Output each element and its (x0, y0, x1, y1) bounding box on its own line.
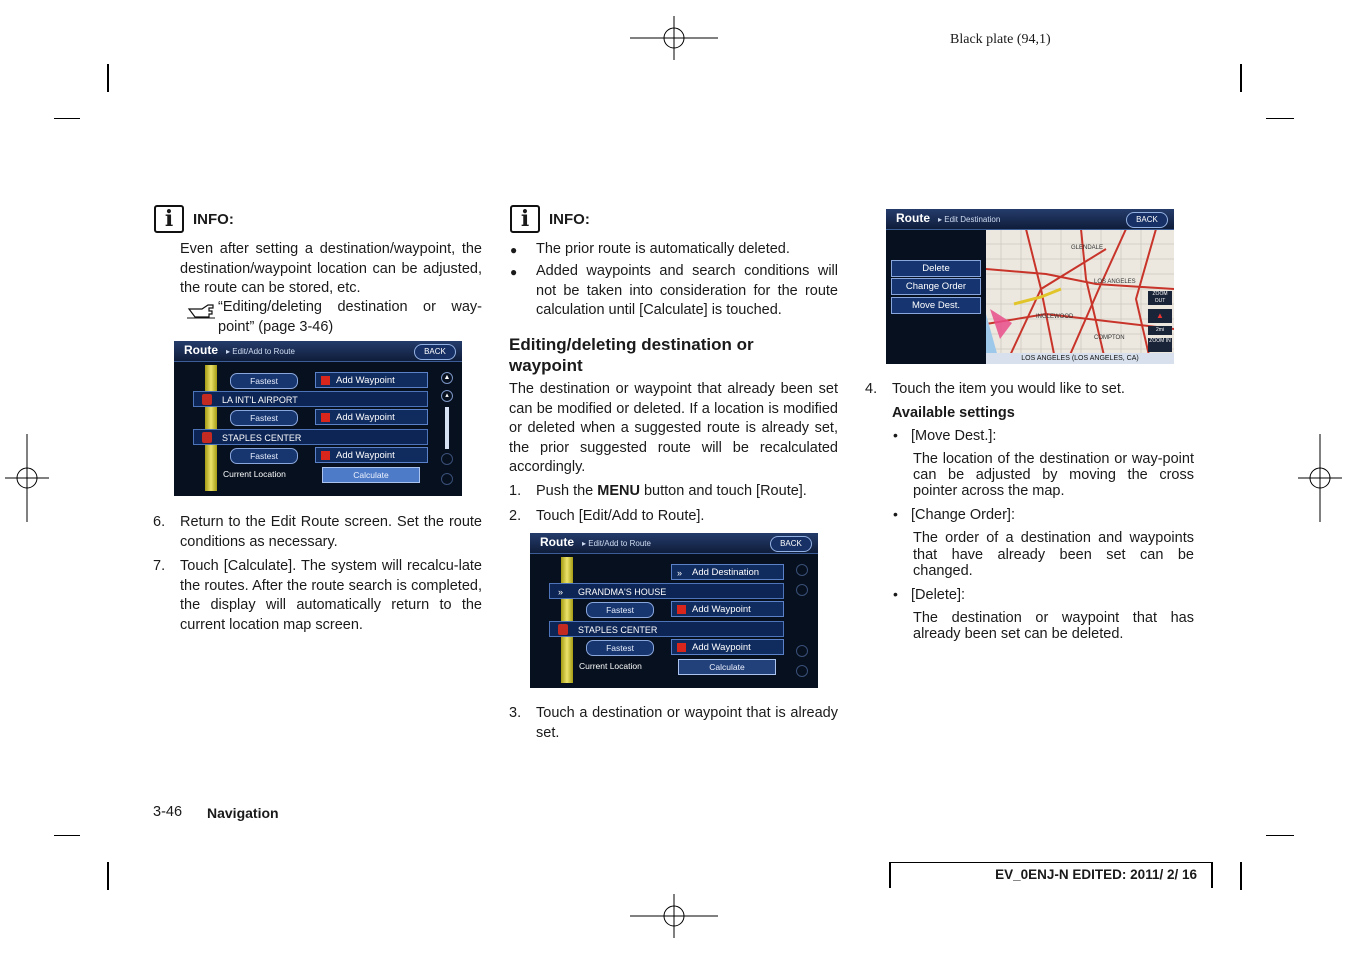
fastest-button[interactable]: Fastest (586, 602, 654, 618)
flag-icon (321, 451, 330, 460)
section-intro: The destination or waypoint that already been set can be modified or deleted. If a location is modified or deleted when a suggested route is already set, the prior suggested route will be recalculated accordingly. (509, 381, 838, 475)
registration-target-bottom (630, 894, 718, 938)
registration-target-left (5, 434, 49, 522)
bullet: • (893, 506, 898, 522)
scroll-down-icon[interactable] (796, 665, 808, 677)
change-order-button[interactable]: Change Order (891, 278, 981, 295)
edit-stamp: EV_0ENJ-N EDITED: 2011/ 2/ 16 (889, 862, 1213, 888)
section-heading: Editing/deleting destination or waypoint (509, 335, 754, 375)
flag-icon (321, 413, 330, 422)
fastest-button[interactable]: Fastest (230, 448, 298, 464)
current-location-label: Current Location (579, 661, 642, 671)
map-label-compton: COMPTON (1094, 335, 1125, 341)
edit-route-screen-1 (174, 341, 462, 496)
edit-destination-screen (886, 209, 1174, 364)
map-label-inglewood: INGLEWOOD (1036, 314, 1074, 320)
destination-row[interactable]: STAPLES CENTER (549, 621, 784, 637)
bullet: ● (510, 265, 518, 279)
route-bar (561, 557, 573, 683)
step-text: Push the MENU button and touch [Route]. (536, 483, 807, 499)
route-bar (205, 365, 217, 491)
screen-breadcrumb: ▸ Edit/Add to Route (226, 347, 295, 356)
add-destination-button[interactable]: » Add Destination (671, 564, 784, 580)
back-button[interactable]: BACK (414, 344, 456, 360)
section-name: Navigation (207, 805, 279, 821)
step-text: Touch a destination or waypoint that is already set. (536, 705, 838, 741)
add-waypoint-button[interactable]: Add Waypoint (315, 447, 428, 463)
info-icon: i (154, 205, 184, 233)
step-text: Touch the item you would like to set. (892, 381, 1125, 397)
screen-title: Route (540, 535, 574, 549)
back-button[interactable]: BACK (1126, 212, 1168, 228)
plate-label: Black plate (94,1) (950, 32, 1051, 47)
scroll-down-icon[interactable] (796, 645, 808, 657)
screen-title: Route (896, 211, 930, 225)
map-caption: LOS ANGELES (LOS ANGELES, CA) (986, 353, 1174, 364)
reference-hand-icon (186, 302, 216, 320)
bullet: • (893, 427, 898, 443)
registration-target-top (630, 16, 718, 60)
step-number: 6. (153, 514, 166, 530)
page-reference[interactable]: “Editing/deleting destination or way-point” (page 3-46) (218, 299, 482, 335)
step-number: 3. (509, 705, 522, 721)
scrollbar[interactable] (445, 407, 449, 449)
step-text: Touch [Edit/Add to Route]. (536, 508, 705, 524)
setting-name: [Change Order]: (911, 507, 1015, 523)
setting-name: [Delete]: (911, 587, 965, 603)
setting-desc: The destination or waypoint that has already been set can be deleted. (913, 610, 1194, 642)
destination-row[interactable]: » GRANDMA'S HOUSE (549, 583, 784, 599)
info-icon: i (510, 205, 540, 233)
scroll-up-icon[interactable]: ▲ (441, 372, 453, 384)
add-waypoint-button[interactable]: Add Waypoint (671, 639, 784, 655)
setting-desc: The order of a destination and waypoints that have already been set can be changed. (913, 530, 1194, 579)
info-label: INFO: (193, 211, 234, 228)
bullet: ● (510, 243, 518, 257)
home-icon: » (558, 587, 564, 597)
compass-icon[interactable]: ▲ (1148, 309, 1172, 323)
info-bullet: Added waypoints and search conditions will not be taken into consideration for the route calculation until [Calculate] is touched. (536, 263, 838, 318)
flag-icon (677, 643, 686, 652)
add-waypoint-button[interactable]: Add Waypoint (315, 372, 428, 388)
screen-header (530, 533, 818, 554)
step-number: 1. (509, 483, 522, 499)
info-text: Even after setting a destination/waypoint, the destination/waypoint location can be adjusted, the route can be stored, etc. (180, 241, 482, 296)
fastest-button[interactable]: Fastest (586, 640, 654, 656)
waypoint-icon (202, 432, 212, 443)
map-area (986, 229, 1174, 364)
screen-header (174, 341, 462, 362)
step-number: 7. (153, 558, 166, 574)
info-label: INFO: (549, 211, 590, 228)
calculate-button[interactable]: Calculate (678, 659, 776, 675)
setting-desc: The location of the destination or way-point can be adjusted by moving the cross pointer across the map. (913, 451, 1194, 499)
map-scale: 2mi (1148, 326, 1172, 335)
bullet: • (893, 586, 898, 602)
page-number: 3-46 (153, 804, 183, 820)
edit-route-screen-2 (530, 533, 818, 688)
add-waypoint-button[interactable]: Add Waypoint (671, 601, 784, 617)
fastest-button[interactable]: Fastest (230, 410, 298, 426)
info-bullet: The prior route is automatically deleted. (536, 241, 790, 257)
available-settings-heading: Available settings (892, 405, 1015, 421)
zoom-in-button[interactable]: ZOOM IN (1148, 338, 1172, 352)
fastest-button[interactable]: Fastest (230, 373, 298, 389)
step-text: Return to the Edit Route screen. Set the route conditions as necessary. (180, 514, 482, 550)
flag-icon (677, 605, 686, 614)
arrow-icon: » (677, 568, 683, 578)
waypoint-icon (558, 624, 568, 635)
scroll-up-icon[interactable]: ▴ (441, 390, 453, 402)
screen-breadcrumb: ▸ Edit Destination (938, 215, 1001, 224)
screen-header (886, 209, 1174, 230)
registration-target-right (1298, 434, 1342, 522)
scroll-up-icon[interactable] (796, 564, 808, 576)
scroll-down-icon[interactable] (441, 453, 453, 465)
destination-row[interactable]: LA INT'L AIRPORT (193, 391, 428, 407)
flag-icon (321, 376, 330, 385)
screen-title: Route (184, 343, 218, 357)
add-waypoint-button[interactable]: Add Waypoint (315, 409, 428, 425)
waypoint-icon (202, 394, 212, 405)
back-button[interactable]: BACK (770, 536, 812, 552)
screen-breadcrumb: ▸ Edit/Add to Route (582, 539, 651, 548)
current-location-label: Current Location (223, 469, 286, 479)
scroll-up-icon[interactable] (796, 584, 808, 596)
scroll-down-icon[interactable] (441, 473, 453, 485)
delete-button[interactable]: Delete (891, 260, 981, 277)
destination-row[interactable]: STAPLES CENTER (193, 429, 428, 445)
step-text: Touch [Calculate]. The system will recalcu-late the routes. After the route search is completed, the display will automatically return to the current location map screen. (180, 558, 482, 633)
setting-name: [Move Dest.]: (911, 428, 997, 444)
step-number: 4. (865, 381, 878, 397)
map-label-glendale: GLENDALE (1071, 245, 1104, 251)
zoom-out-button[interactable]: ZOOM OUT (1148, 291, 1172, 305)
calculate-button[interactable]: Calculate (322, 467, 420, 483)
step-number: 2. (509, 508, 522, 524)
map-label-los-angeles: LOS ANGELES (1094, 279, 1136, 285)
move-dest-button[interactable]: Move Dest. (891, 297, 981, 314)
menu-key-label: MENU (597, 483, 640, 499)
